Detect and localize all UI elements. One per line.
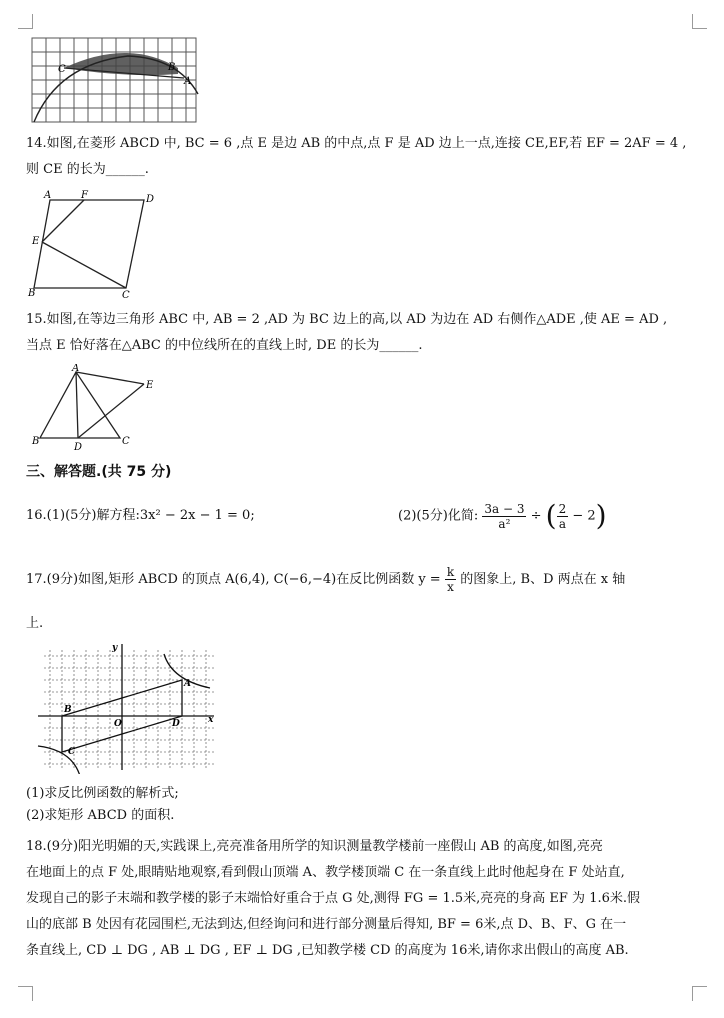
fig14-label-d: D: [146, 194, 155, 205]
q18-line: 条直线上, CD ⊥ DG , AB ⊥ DG , EF ⊥ DG ,已知教学楼 CD 的高度为 16米,请你求出假山的高度 AB.: [26, 943, 629, 958]
q15-line2: 当点 E 恰好落在△ABC 的中位线所在的直线上时, DE 的长为______.: [26, 338, 423, 353]
q14-line2: 则 CE 的长为______.: [26, 162, 149, 177]
q18-paragraph: [26, 834, 640, 964]
fig14-label-c: C: [122, 290, 130, 300]
q16-fraction-1-denominator: a²: [498, 516, 511, 531]
q16-tail: − 2: [572, 508, 596, 524]
q18-line: 发现自己的影子末端和教学楼的影子末端恰好重合于点 G 处,测得 FG = 1.5米,亮亮的身高 EF 为 1.6米.假: [26, 891, 640, 906]
figure-14-rhombus: [26, 188, 156, 300]
q16-fraction-2-denominator: a: [558, 516, 566, 531]
q17-line2: 上.: [26, 616, 44, 631]
fig17-label-b: B: [64, 705, 72, 715]
q16-part1: 16.(1)(5分)解方程:3x² − 2x − 1 = 0;: [26, 508, 255, 523]
q16-fraction-1-numerator: 3a − 3: [484, 501, 525, 516]
q17-sub1: (1)求反比例函数的解析式;: [26, 786, 179, 801]
q16-left-paren: (: [545, 499, 557, 532]
fig14-label-a: A: [44, 190, 52, 201]
fig17-label-o: O: [114, 719, 122, 729]
fig14-label-f: F: [81, 190, 88, 201]
fig17-label-x: x: [208, 715, 214, 725]
q18-line: 山的底部 B 处因有花园围栏,无法到达,但经询问和进行部分测量后得知, BF = 6米,点 D、B、F、G 在一: [26, 917, 627, 932]
q17-fraction: [445, 565, 456, 594]
q16-right-paren: ): [595, 499, 607, 532]
crop-mark-top-left: [18, 14, 33, 29]
fig14-label-b: B: [28, 288, 36, 299]
q17-text-after: 的图象上, B、D 两点在 x 轴: [460, 572, 626, 587]
fig17-label-a: A: [184, 679, 191, 689]
fig13-label-c: C: [58, 64, 66, 75]
crop-mark-top-right: [692, 14, 707, 29]
q18-line: 18.(9分)阳光明媚的天,实践课上,亮亮准备用所学的知识测量教学楼前一座假山 AB 的高度,如图,亮亮: [26, 839, 603, 854]
q17-text-before: 17.(9分)如图,矩形 ABCD 的顶点 A(6,4), C(−6,−4)在反比例函数 y =: [26, 572, 441, 587]
q17-fraction-denominator: x: [447, 580, 454, 594]
crop-mark-bottom-right: [692, 986, 707, 1001]
fig15-label-c: C: [122, 436, 130, 447]
q16-fraction-1: [482, 502, 526, 531]
fig13-label-b: B: [168, 62, 176, 73]
fig13-label-a: A: [184, 76, 192, 87]
fig17-label-d: D: [172, 719, 180, 729]
q16-part2-prefix: (2)(5分)化简:: [398, 508, 479, 524]
fig15-label-e: E: [146, 380, 154, 391]
fig15-label-d: D: [74, 442, 83, 453]
q16-part2: [398, 496, 607, 537]
fig15-label-b: B: [32, 436, 40, 447]
q16-divide-sign: ÷: [530, 508, 542, 524]
section-heading: 三、解答题.(共 75 分): [26, 464, 172, 480]
fig17-label-c: C: [68, 747, 76, 757]
q17-fraction-numerator: k: [446, 565, 455, 579]
fig14-label-e: E: [32, 236, 40, 247]
figure-17-coordinate-grid: [34, 640, 220, 774]
q17-sub2: (2)求矩形 ABCD 的面积.: [26, 808, 175, 823]
fig15-label-a: A: [72, 364, 80, 374]
q17-line1: [26, 562, 625, 598]
crop-mark-bottom-left: [18, 986, 33, 1001]
q16-fraction-2-numerator: 2: [558, 501, 567, 516]
q18-line: 在地面上的点 F 处,眼睛贴地观察,看到假山顶端 A、教学楼顶端 C 在一条直线上此时他起身在 F 处站直,: [26, 865, 625, 880]
q16-fraction-2: [557, 502, 569, 531]
figure-15-triangle: [28, 364, 158, 456]
q15-line1: 15.如图,在等边三角形 ABC 中, AB = 2 ,AD 为 BC 边上的高,以 AD 为边在 AD 右侧作△ADE ,使 AE = AD ,: [26, 312, 668, 327]
figure-13-grid-arc: [28, 34, 200, 126]
q14-line1: 14.如图,在菱形 ABCD 中, BC = 6 ,点 E 是边 AB 的中点,点 F 是 AD 边上一点,连接 CE,EF,若 EF = 2AF = 4 ,: [26, 136, 687, 151]
fig17-label-y: y: [112, 643, 118, 653]
